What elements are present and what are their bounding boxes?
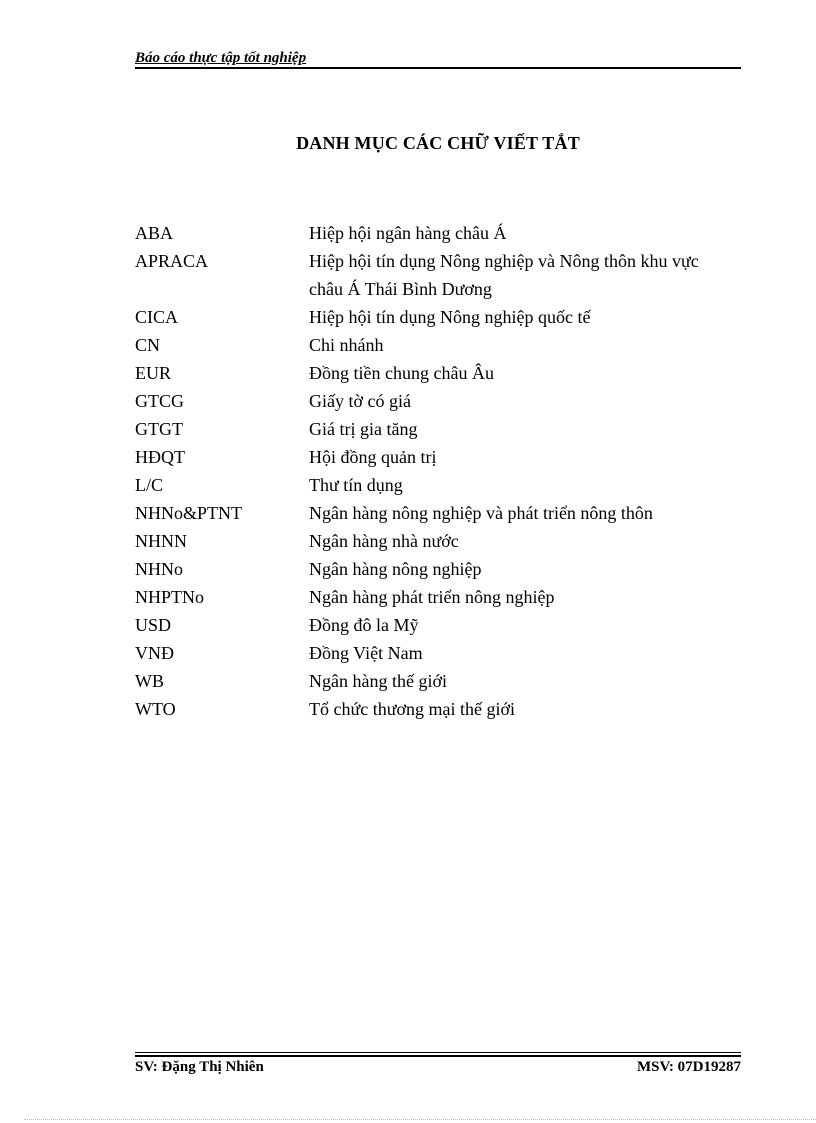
abbreviation-row (135, 415, 741, 443)
abbreviation-meaning: Ngân hàng nhà nước (309, 531, 459, 551)
abbreviation-meaning: Ngân hàng nông nghiệp và phát triển nông thôn (309, 503, 653, 523)
footer-student-name: SV: Đặng Thị Nhiên (135, 1059, 264, 1075)
abbreviation-meaning: Đồng Việt Nam (309, 643, 423, 663)
abbreviation-row (135, 247, 741, 303)
abbreviation-meaning: Ngân hàng phát triển nông nghiệp (309, 587, 555, 607)
abbreviation-row (135, 359, 741, 387)
abbreviation-meaning: Ngân hàng thế giới (309, 671, 447, 691)
abbreviation-meaning: Đồng đô la Mỹ (309, 615, 419, 635)
abbreviation-row (135, 303, 741, 331)
abbreviation-row (135, 219, 741, 247)
footer-divider-thin (135, 1052, 741, 1053)
abbreviation-code: EUR (135, 363, 171, 383)
abbreviation-code: WB (135, 671, 164, 691)
abbreviation-row (135, 527, 741, 555)
running-header: Báo cáo thực tập tốt nghiệp (135, 50, 307, 66)
abbreviation-meaning: Hiệp hội tín dụng Nông nghiệp quốc tế (309, 307, 591, 327)
abbreviation-meaning: Giá trị gia tăng (309, 419, 418, 439)
abbreviation-meaning: Chi nhánh (309, 335, 384, 355)
abbreviation-code: NHPTNo (135, 587, 205, 607)
header-divider (135, 67, 741, 69)
abbreviation-row (135, 583, 741, 611)
abbreviation-code: NHNo&PTNT (135, 503, 242, 523)
abbreviation-meaning: Hiệp hội ngân hàng châu Á (309, 223, 507, 243)
abbreviation-row (135, 499, 741, 527)
abbreviation-row (135, 667, 741, 695)
abbreviation-row (135, 555, 741, 583)
abbreviation-row (135, 471, 741, 499)
footer-divider-thick (135, 1055, 741, 1057)
abbreviation-code: CICA (135, 307, 179, 327)
abbreviation-meaning: Thư tín dụng (309, 475, 403, 495)
abbreviation-row (135, 331, 741, 359)
abbreviation-code: CN (135, 335, 161, 355)
abbreviation-meaning: Hiệp hội tín dụng Nông nghiệp và Nông thôn khu vực châu Á Thái Bình Dương (309, 251, 699, 299)
abbreviation-row (135, 695, 741, 723)
abbreviation-code: GTCG (135, 391, 184, 411)
abbreviation-code: L/C (135, 475, 164, 495)
footer-student-id: MSV: 07D19287 (636, 1059, 741, 1075)
abbreviation-row (135, 639, 741, 667)
abbreviation-meaning: Đồng tiền chung châu Âu (309, 363, 494, 383)
abbreviation-code: ABA (135, 223, 174, 243)
page-boundary (24, 1119, 816, 1120)
abbreviation-row (135, 443, 741, 471)
abbreviation-meaning: Tổ chức thương mại thế giới (309, 699, 516, 719)
abbreviation-code: APRACA (135, 251, 209, 271)
abbreviation-code: VNĐ (135, 643, 174, 663)
abbreviation-code: NHNN (135, 531, 187, 551)
abbreviation-row (135, 611, 741, 639)
page-title: DANH MỤC CÁC CHỮ VIẾT TẮT (296, 133, 580, 153)
abbreviation-code: USD (135, 615, 172, 635)
abbreviation-meaning: Hội đồng quản trị (309, 447, 437, 467)
abbreviation-code: HĐQT (135, 447, 185, 467)
abbreviation-code: WTO (135, 699, 176, 719)
abbreviation-code: GTGT (135, 419, 183, 439)
abbreviation-meaning: Ngân hàng nông nghiệp (309, 559, 482, 579)
abbreviation-meaning: Giấy tờ có giá (309, 391, 411, 411)
abbreviation-list (135, 219, 741, 723)
abbreviation-row (135, 387, 741, 415)
abbreviation-code: NHNo (135, 559, 183, 579)
